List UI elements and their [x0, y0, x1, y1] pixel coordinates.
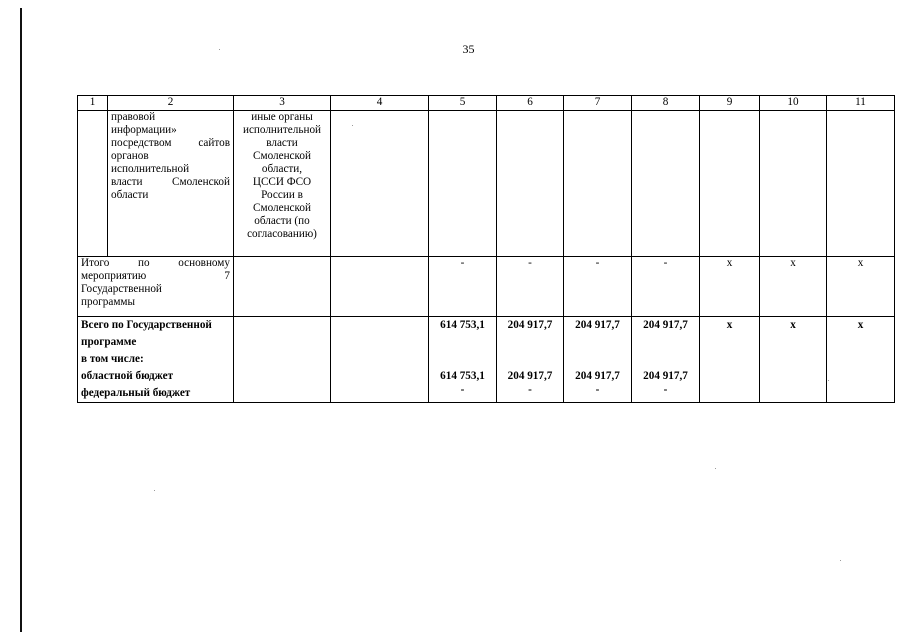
empty-cell — [827, 111, 895, 257]
total-label-line: Итого по основному — [81, 257, 230, 269]
column-number: 1 — [78, 96, 108, 111]
scan-speck — [840, 560, 841, 561]
regional-amount: 204 917,7 — [643, 370, 688, 382]
grand-total-label-cell — [78, 317, 234, 403]
grand-total-label-line: программе — [81, 336, 137, 348]
executor-line: согласованию) — [247, 228, 317, 240]
column-number: 2 — [108, 96, 234, 111]
column-number: 11 — [827, 96, 895, 111]
marker-cell: x — [827, 317, 895, 403]
executor-line: Смоленской — [253, 150, 311, 162]
regional-amount: 614 753,1 — [440, 370, 485, 382]
empty-cell — [331, 111, 429, 257]
value-cell: - — [429, 257, 497, 317]
executor-line: области, — [261, 163, 303, 175]
empty-cell — [429, 111, 497, 257]
event-total-label-cell — [78, 257, 234, 317]
value-cell: - — [564, 257, 632, 317]
scan-speck — [219, 49, 220, 50]
column-number: 7 — [564, 96, 632, 111]
grand-total-label-line: федеральный бюджет — [81, 387, 191, 399]
grand-total-label-line: областной бюджет — [81, 370, 174, 382]
column-number: 9 — [700, 96, 760, 111]
empty-cell — [331, 257, 429, 317]
empty-cell — [564, 111, 632, 257]
amount-cell — [632, 317, 700, 403]
total-amount: 204 917,7 — [643, 319, 688, 331]
marker-cell: x — [760, 317, 827, 403]
event-total-row — [78, 257, 895, 317]
empty-cell — [331, 317, 429, 403]
marker-cell: x — [700, 257, 760, 317]
column-number-row — [78, 96, 895, 111]
executor-line: власти — [266, 137, 298, 149]
marker-cell: x — [700, 317, 760, 403]
marker-cell: x — [760, 257, 827, 317]
total-amount: 614 753,1 — [440, 319, 485, 331]
empty-cell — [497, 111, 564, 257]
executor-line: иные органы — [251, 111, 313, 123]
federal-amount: - — [663, 384, 668, 396]
total-amount: 204 917,7 — [575, 319, 620, 331]
event-description-cell — [108, 111, 234, 257]
federal-amount: - — [528, 384, 532, 396]
executor-line: России в — [261, 189, 303, 201]
scan-speck — [715, 468, 716, 469]
total-label-line: мероприятию 7 — [81, 270, 230, 282]
federal-amount: - — [595, 384, 600, 396]
column-number: 3 — [234, 96, 331, 111]
description-line: информации» — [111, 124, 177, 136]
description-line: исполнительной — [111, 163, 190, 175]
description-line: области — [111, 189, 149, 201]
margin-line — [20, 8, 22, 632]
budget-table — [77, 95, 895, 403]
description-line: посредством сайтов — [111, 137, 230, 149]
empty-cell — [234, 317, 331, 403]
column-number: 10 — [760, 96, 827, 111]
page-number: 35 — [462, 42, 475, 56]
total-amount: 204 917,7 — [507, 319, 553, 331]
scan-speck — [154, 490, 155, 491]
regional-amount: 204 917,7 — [507, 370, 553, 382]
grand-total-row — [78, 317, 895, 403]
empty-cell — [700, 111, 760, 257]
amount-cell — [497, 317, 564, 403]
value-cell: - — [497, 257, 564, 317]
empty-cell — [632, 111, 700, 257]
description-line: власти Смоленской — [111, 176, 230, 188]
column-number: 4 — [331, 96, 429, 111]
responsible-executor-cell — [234, 111, 331, 257]
continuation-row — [78, 111, 895, 257]
row-number-cell — [78, 111, 108, 257]
federal-amount: - — [460, 384, 465, 396]
empty-cell — [760, 111, 827, 257]
total-label-line: программы — [81, 296, 135, 308]
total-label-line: Государственной — [81, 283, 162, 295]
amount-cell — [429, 317, 497, 403]
executor-line: Смоленской — [253, 202, 311, 214]
description-line: правовой — [111, 111, 156, 123]
executor-line: ЦССИ ФСО — [252, 176, 312, 188]
amount-cell — [564, 317, 632, 403]
description-line: органов — [111, 150, 149, 162]
value-cell: - — [632, 257, 700, 317]
grand-total-label-line: в том числе: — [81, 353, 144, 365]
grand-total-label-line: Всего по Государственной — [81, 319, 212, 331]
empty-cell — [234, 257, 331, 317]
marker-cell: x — [827, 257, 895, 317]
column-number: 8 — [632, 96, 700, 111]
executor-line: исполнительной — [242, 124, 322, 136]
regional-amount: 204 917,7 — [575, 370, 620, 382]
column-number: 5 — [429, 96, 497, 111]
executor-line: области (по — [254, 215, 310, 227]
column-number: 6 — [497, 96, 564, 111]
